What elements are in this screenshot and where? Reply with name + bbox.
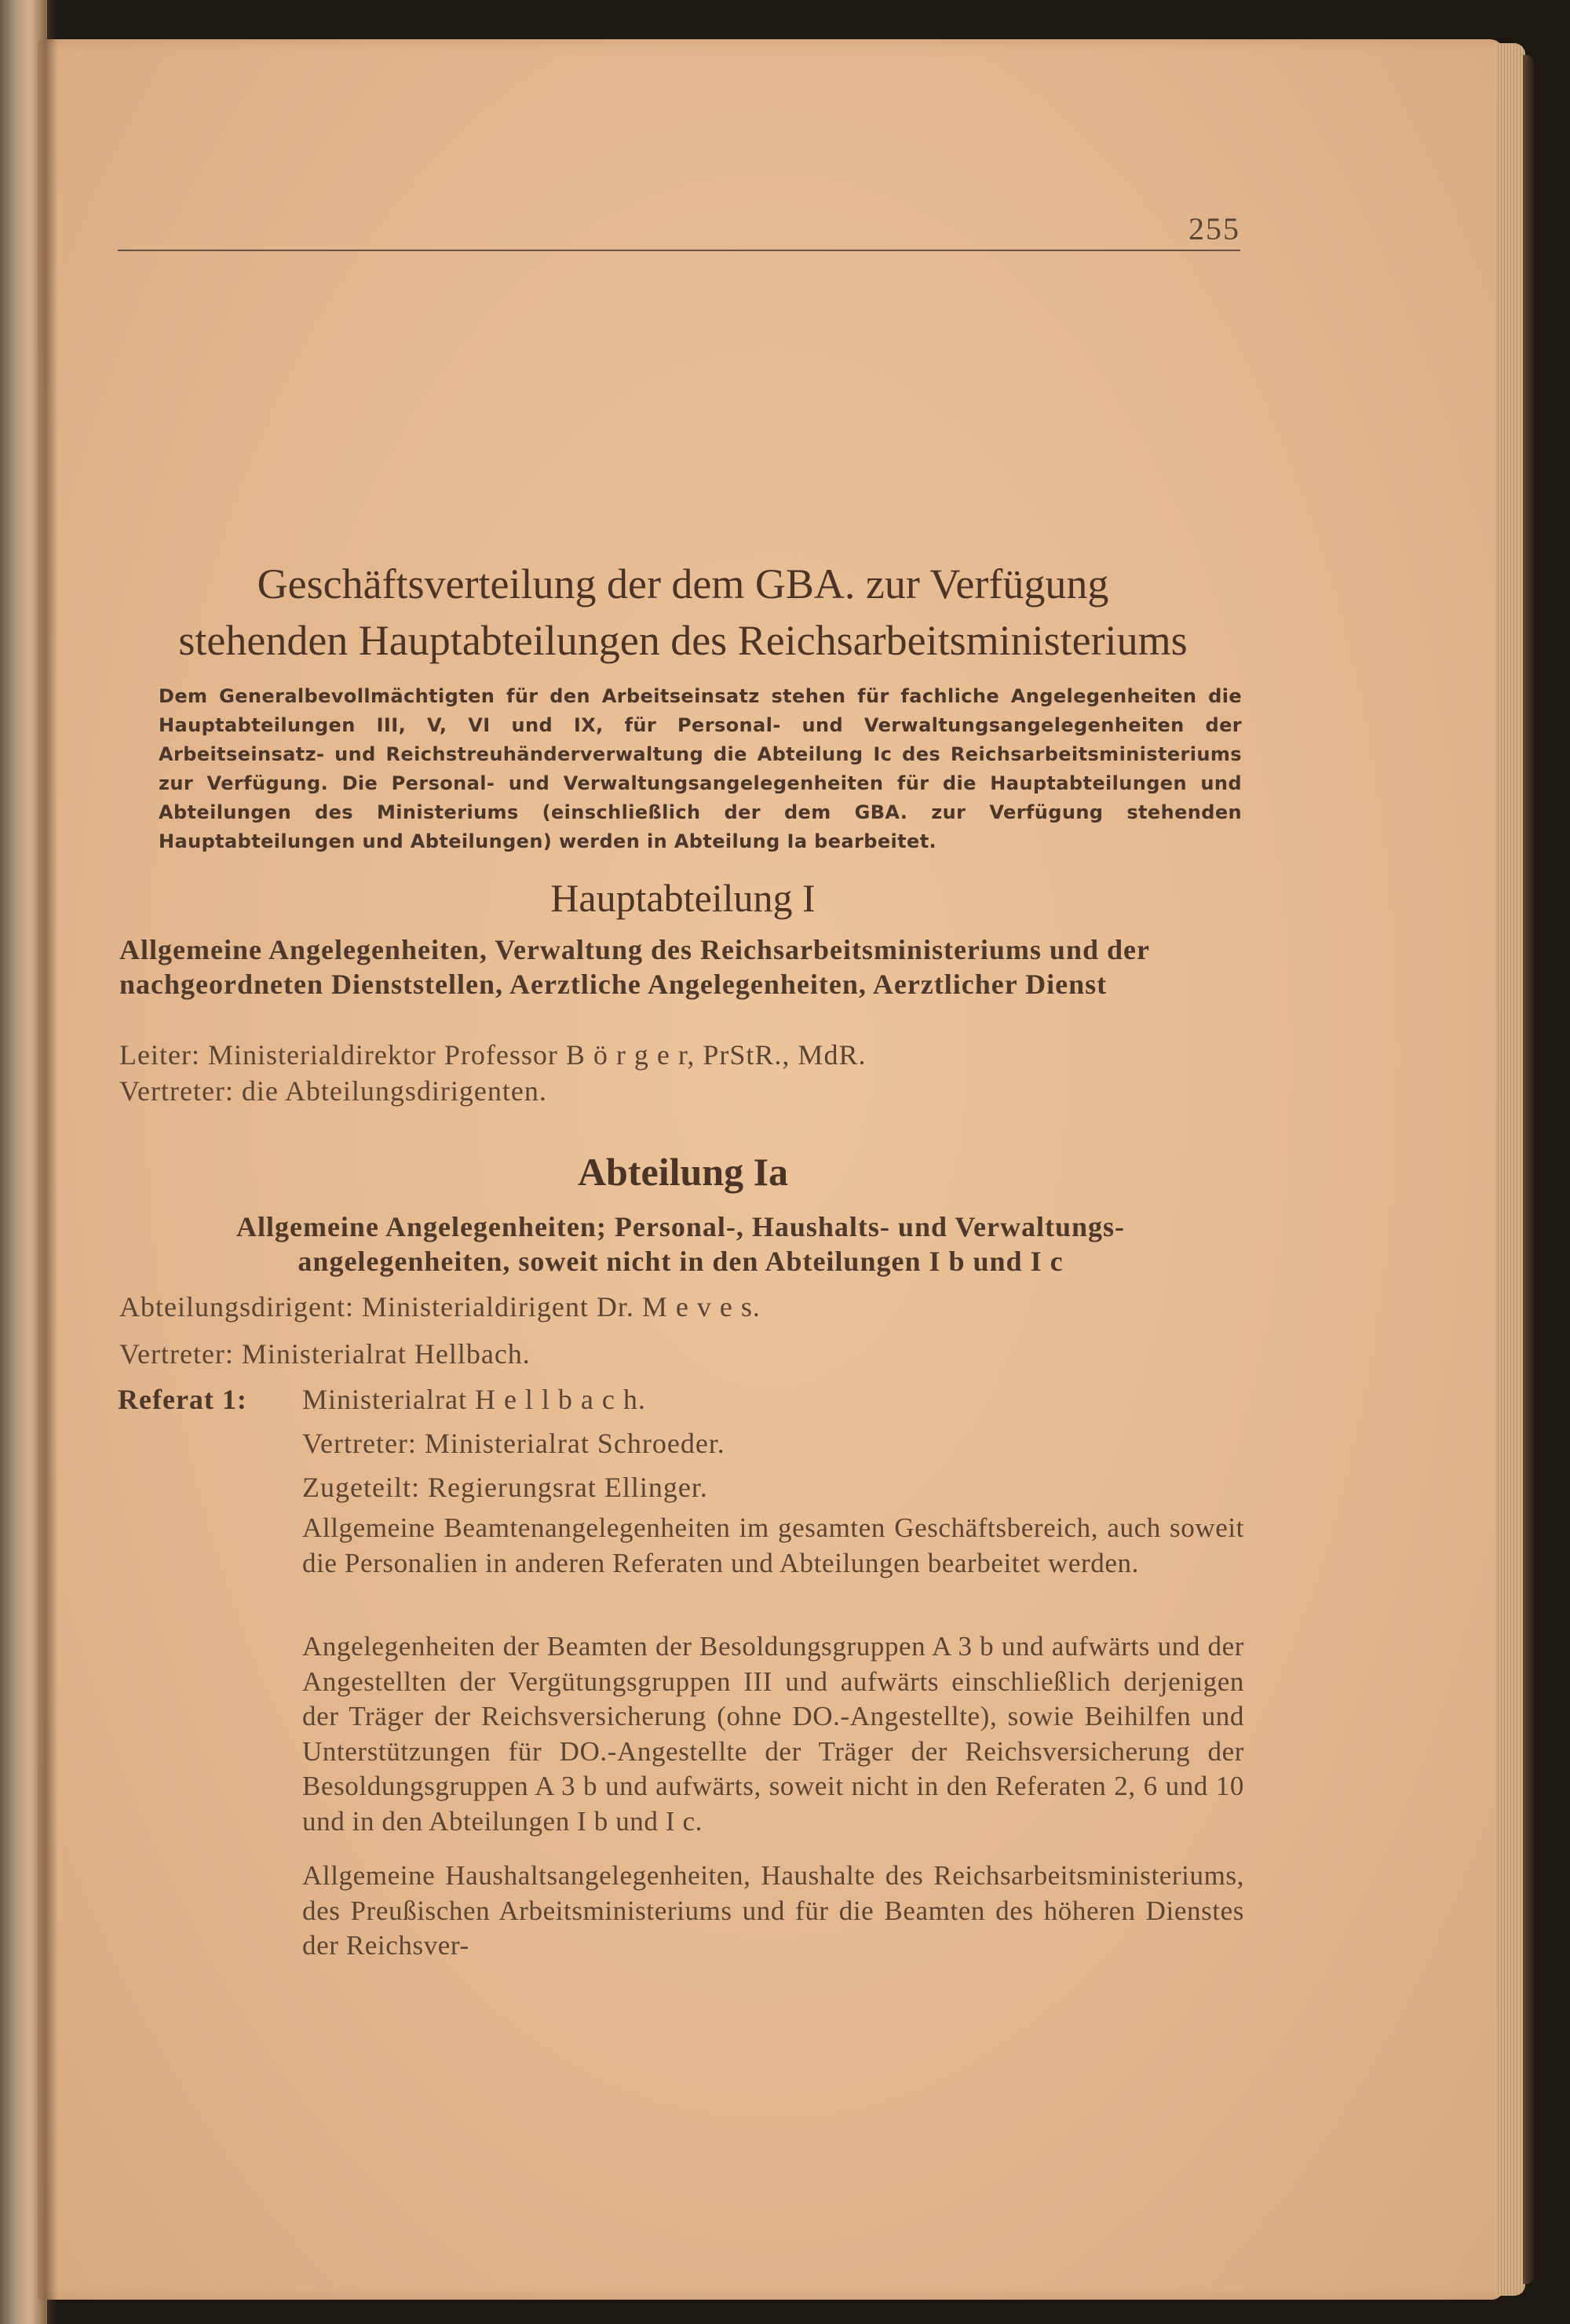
abteilung-description xyxy=(119,1209,1242,1279)
hauptabteilung-heading: Hauptabteilung I xyxy=(550,876,816,920)
abteilung-heading: Abteilung Ia xyxy=(577,1150,789,1194)
referat-label: Referat 1: xyxy=(118,1384,247,1415)
abteilung-description-line-1: Allgemeine Angelegenheiten; Personal-, Haushalts- und Verwaltungs- xyxy=(236,1211,1126,1242)
referat-paragraph: Allgemeine Beamtenangelegenheiten im gesamten Geschäftsbereich, auch soweit die Personalien in anderen Referaten und Abteilungen bearbeitet werden. xyxy=(302,1512,1244,1578)
hauptabteilung-description: Allgemeine Angelegenheiten, Verwaltung des Reichsarbeitsministeriums und der nachgeordneten Dienststellen, Aerztliche Angelegenheiten, Aerztlicher Dienst xyxy=(119,934,1150,1000)
referat-paragraph: Angelegenheiten der Beamten der Besoldungsgruppen A 3 b und aufwärts und der Angestellten der Vergütungsgruppen III und aufwärts einschließlich derjenigen der Träger der Reichsversicherung (ohne DO.-Angestellte), sowie Beihilfen und Unterstützungen für DO.-Angestellte der Träger der Reichsversicherung der Besoldungsgruppen A 3 b und aufwärts, soweit nicht in den Referaten 2, 6 und 10 und in den Abteilungen I b und I c. xyxy=(302,1631,1244,1837)
hauptabteilung-vertreter: Vertreter: die Abteilungsdirigenten. xyxy=(119,1075,547,1107)
abteilung-dirigent: Abteilungsdirigent: Ministerialdirigent Dr. M e v e s. xyxy=(119,1291,761,1323)
intro-paragraph: Dem Generalbevollmächtigten für den Arbeitseinsatz stehen für fachliche Angelegenheiten die Hauptabteilungen III, V, VI und IX, für Personal- und Verwaltungsangelegenheiten der Arbeitseinsatz- und Reichstreuhänderverwaltung die Abteilung Ic des Reichsarbeitsministeriums zur Verfügung. Die Personal- und Verwaltungsangelegenheiten für die Hauptabteilungen und Abteilungen des Ministeriums (einschließlich der dem GBA. zur Verfügung stehenden Hauptabteilungen und Abteilungen) werden in Abteilung Ia bearbeitet. xyxy=(159,685,1242,852)
abteilung-description-line-2: angelegenheiten, soweit nicht in den Abteilungen I b und I c xyxy=(298,1246,1064,1277)
page-number: 255 xyxy=(1188,211,1240,246)
hauptabteilung-leiter: Leiter: Ministerialdirektor Professor B ö r g e r, PrStR., MdR. xyxy=(119,1039,867,1071)
document-title xyxy=(94,556,1272,669)
header-rule xyxy=(118,250,1240,251)
referat-leiter: Ministerialrat H e l l b a c h. xyxy=(302,1384,646,1415)
referat-paragraph: Allgemeine Haushaltsangelegenheiten, Haushalte des Reichsarbeitsministeriums, des Preußischen Arbeitsministeriums und für die Beamten des höheren Dienstes der Reichsver- xyxy=(302,1860,1244,1961)
title-line-2: stehenden Hauptabteilungen des Reichsarbeitsministeriums xyxy=(178,617,1188,664)
referat-vertreter: Vertreter: Ministerialrat Schroeder. xyxy=(302,1428,725,1459)
referat-zugeteilt: Zugeteilt: Regierungsrat Ellinger. xyxy=(302,1472,708,1503)
abteilung-vertreter: Vertreter: Ministerialrat Hellbach. xyxy=(119,1338,531,1370)
title-line-1: Geschäftsverteilung der dem GBA. zur Verfügung xyxy=(257,560,1109,607)
